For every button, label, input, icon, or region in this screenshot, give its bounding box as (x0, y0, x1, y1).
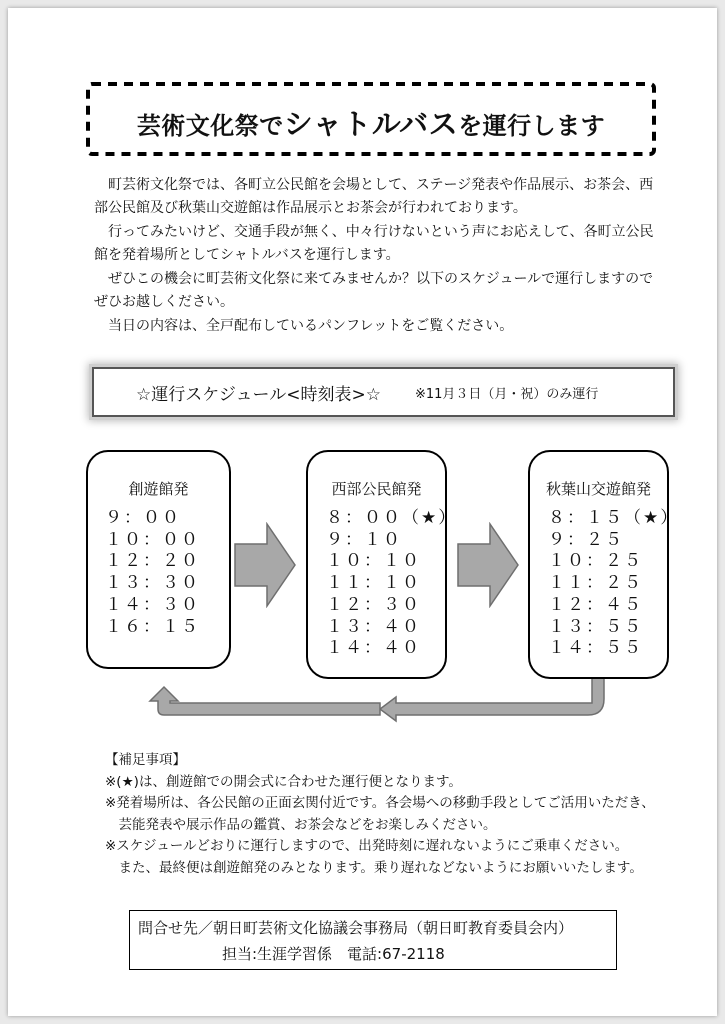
station-name: 秋葉山交遊館発 (545, 480, 651, 498)
station-name: 創遊館発 (128, 480, 189, 498)
departure-time: １２：２０ (105, 551, 200, 572)
schedule-header (92, 367, 675, 417)
contact-phone: 担当:生涯学習係 電話:67-2118 (222, 945, 445, 963)
intro-paragraph-line: 部公民館及び秋葉山交遊館は作品展示とお茶会が行われております。 (94, 200, 527, 216)
note-line: また、最終便は創遊館発のみとなります。乗り遅れなどないようにお願いいたします。 (105, 859, 643, 876)
intro-paragraph-line: 行ってみたいけど、交通手段が無く、中々行けないという声にお応えして、各町立公民 (108, 224, 654, 240)
departure-time: １４：５５ (548, 638, 643, 659)
departure-time: １３：３０ (105, 573, 200, 594)
notes-heading: 【補足事項】 (105, 752, 186, 768)
departure-time: ８：００（★） (326, 508, 458, 528)
note-line: 芸能発表や展示作品の鑑賞、お茶会などをお楽しみください。 (105, 816, 497, 833)
supplementary-notes (105, 750, 655, 879)
departure-time: ９：１０ (326, 529, 402, 550)
departure-time: １０：２５ (548, 551, 643, 572)
departure-time: ８：１５（★） (548, 508, 680, 528)
departure-time: １４：３０ (105, 594, 200, 615)
note-line: ※スケジュールどおりに運行しますので、出発時刻に遅れないようにご乗車ください。 (105, 838, 629, 854)
departure-time: １４：４０ (326, 638, 421, 659)
departure-time: １１：２５ (548, 573, 643, 594)
station-card-seibu (306, 450, 458, 679)
departure-time: １２：３０ (326, 594, 421, 615)
station-card-soyukan (86, 450, 231, 669)
departure-time: １１：１０ (326, 573, 421, 594)
page-title: 芸術文化祭でシャトルバスを運行します (136, 107, 606, 141)
departure-time: １６：１５ (105, 616, 200, 637)
contact-box (129, 910, 617, 970)
intro-paragraph-line: 当日の内容は、全戸配布しているパンフレットをご覧ください。 (108, 318, 514, 334)
departure-time: １３：５５ (548, 616, 643, 637)
intro-paragraph-line: ぜひこの機会に町芸術文化祭に来てみませんか？以下のスケジュールで運行しますので (108, 271, 654, 287)
departure-time: １３：４０ (326, 616, 421, 637)
note-line: ※発着場所は、各公民館の正面玄関付近です。各会場への移動手段としてご活用いただき、 (105, 795, 655, 811)
schedule-title: ☆運行スケジュール<時刻表>☆ (136, 384, 381, 405)
flyer-page (8, 8, 717, 1016)
intro-paragraph-line: ぜひお越しください。 (94, 294, 234, 310)
timetable-list (88, 508, 246, 638)
departure-time: １２：４５ (548, 594, 643, 615)
station-card-akibasan (528, 450, 680, 679)
intro-paragraph-line: 町芸術文化祭では、各町立公民館を会場として、ステージ発表や作品展示、お茶会、西 (108, 177, 654, 193)
arrow-right-icon (456, 522, 520, 608)
departure-time: １０：００ (105, 529, 200, 550)
departure-time: ９：２５ (548, 529, 624, 550)
schedule-note: ※11月３日（月・祝）のみ運行 (414, 386, 599, 402)
departure-time: １０：１０ (326, 551, 421, 572)
intro-paragraph-line: 館を発着場所としてシャトルバスを運行します。 (94, 247, 400, 263)
note-line: ※(★)は、創遊館での開会式に合わせた運行便となります。 (105, 773, 462, 790)
timetable-list (308, 508, 463, 660)
station-name: 西部公民館発 (331, 480, 422, 498)
departure-time: ９：００ (105, 508, 181, 528)
contact-office: 問合せ先／朝日町芸術文化協議会事務局（朝日町教育委員会内） (138, 919, 574, 937)
timetable-list (530, 508, 685, 660)
